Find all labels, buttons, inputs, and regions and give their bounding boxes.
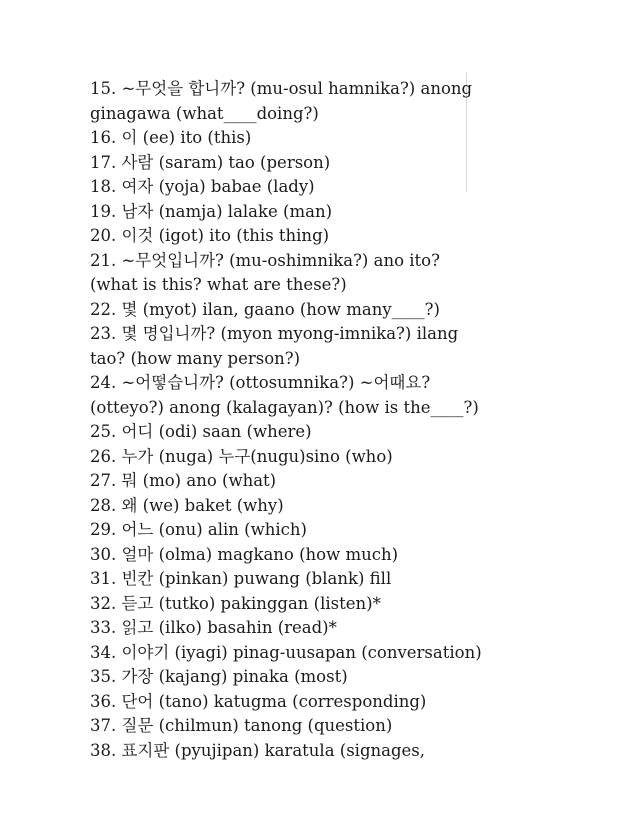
entry-line: 37. 질문 (chilmun) tanong (question): [90, 716, 393, 735]
vocabulary-entry: [90, 224, 590, 249]
vocabulary-entry: [90, 494, 590, 519]
vocabulary-entry: [90, 175, 590, 200]
entry-line: ginagawa (what____doing?): [90, 103, 319, 123]
vocabulary-entry: [90, 298, 590, 323]
entry-line: tao? (how many person?): [90, 348, 301, 368]
vocabulary-entry: [90, 518, 590, 543]
entry-line: 21. ~무엇입니까? (mu-oshimnika?) ano ito?: [90, 250, 440, 270]
entry-line: 15. ~무엇을 합니까? (mu-osul hamnika?) anong: [90, 79, 473, 98]
vocabulary-entry: [90, 567, 590, 592]
vocabulary-entry: [90, 151, 590, 176]
entry-line: 23. 몇 명입니까? (myon myong-imnika?) ilang: [90, 324, 459, 343]
vocabulary-entry: [90, 126, 590, 151]
entry-line: 25. 어디 (odi) saan (where): [90, 422, 312, 441]
vocabulary-list: [90, 77, 590, 763]
vocabulary-entry: [90, 714, 590, 739]
entry-line: 24. ~어떻습니까? (ottosumnika?) ~어때요?: [90, 373, 431, 392]
vocabulary-entry: [90, 641, 590, 666]
vocabulary-entry: [90, 739, 590, 764]
entry-line: 31. 빈칸 (pinkan) puwang (blank) fill: [90, 569, 392, 588]
vocabulary-entry: [90, 543, 590, 568]
entry-line: 17. 사람 (saram) tao (person): [90, 152, 331, 172]
vocabulary-entry: [90, 322, 590, 371]
entry-line: 22. 몇 (myot) ilan, gaano (how many____?): [90, 299, 440, 319]
entry-line: (otteyo?) anong (kalagayan)? (how is the____?): [90, 397, 479, 417]
entry-line: 30. 얼마 (olma) magkano (how much): [90, 544, 399, 564]
entry-line: 32. 듣고 (tutko) pakinggan (listen)*: [90, 593, 381, 613]
entry-line: 29. 어느 (onu) alin (which): [90, 520, 307, 539]
vocabulary-entry: [90, 469, 590, 494]
entry-line: 35. 가장 (kajang) pinaka (most): [90, 667, 348, 686]
entry-line: 27. 뭐 (mo) ano (what): [90, 471, 277, 490]
vocabulary-entry: [90, 445, 590, 470]
vocabulary-entry: [90, 420, 590, 445]
vocabulary-entry: [90, 77, 590, 126]
vocabulary-entry: [90, 249, 590, 298]
entry-line: 38. 표지판 (pyujipan) karatula (signages,: [90, 740, 426, 760]
vocabulary-entry: [90, 690, 590, 715]
entry-line: 20. 이것 (igot) ito (this thing): [90, 226, 330, 245]
entry-line: 18. 여자 (yoja) babae (lady): [90, 177, 315, 196]
entry-line: 34. 이야기 (iyagi) pinag-uusapan (conversation): [90, 642, 482, 662]
entry-line: 28. 왜 (we) baket (why): [90, 495, 284, 515]
vocabulary-entry: [90, 592, 590, 617]
vocabulary-entry: [90, 665, 590, 690]
vocabulary-entry: [90, 616, 590, 641]
vocabulary-entry: [90, 200, 590, 225]
vocabulary-entry: [90, 371, 590, 420]
entry-line: 36. 단어 (tano) katugma (corresponding): [90, 691, 427, 711]
entry-line: 19. 남자 (namja) lalake (man): [90, 201, 333, 221]
entry-line: 16. 이 (ee) ito (this): [90, 128, 252, 147]
entry-line: (what is this? what are these?): [90, 275, 347, 294]
entry-line: 33. 읽고 (ilko) basahin (read)*: [90, 618, 337, 637]
entry-line: 26. 누가 (nuga) 누구(nugu)sino (who): [90, 446, 393, 466]
